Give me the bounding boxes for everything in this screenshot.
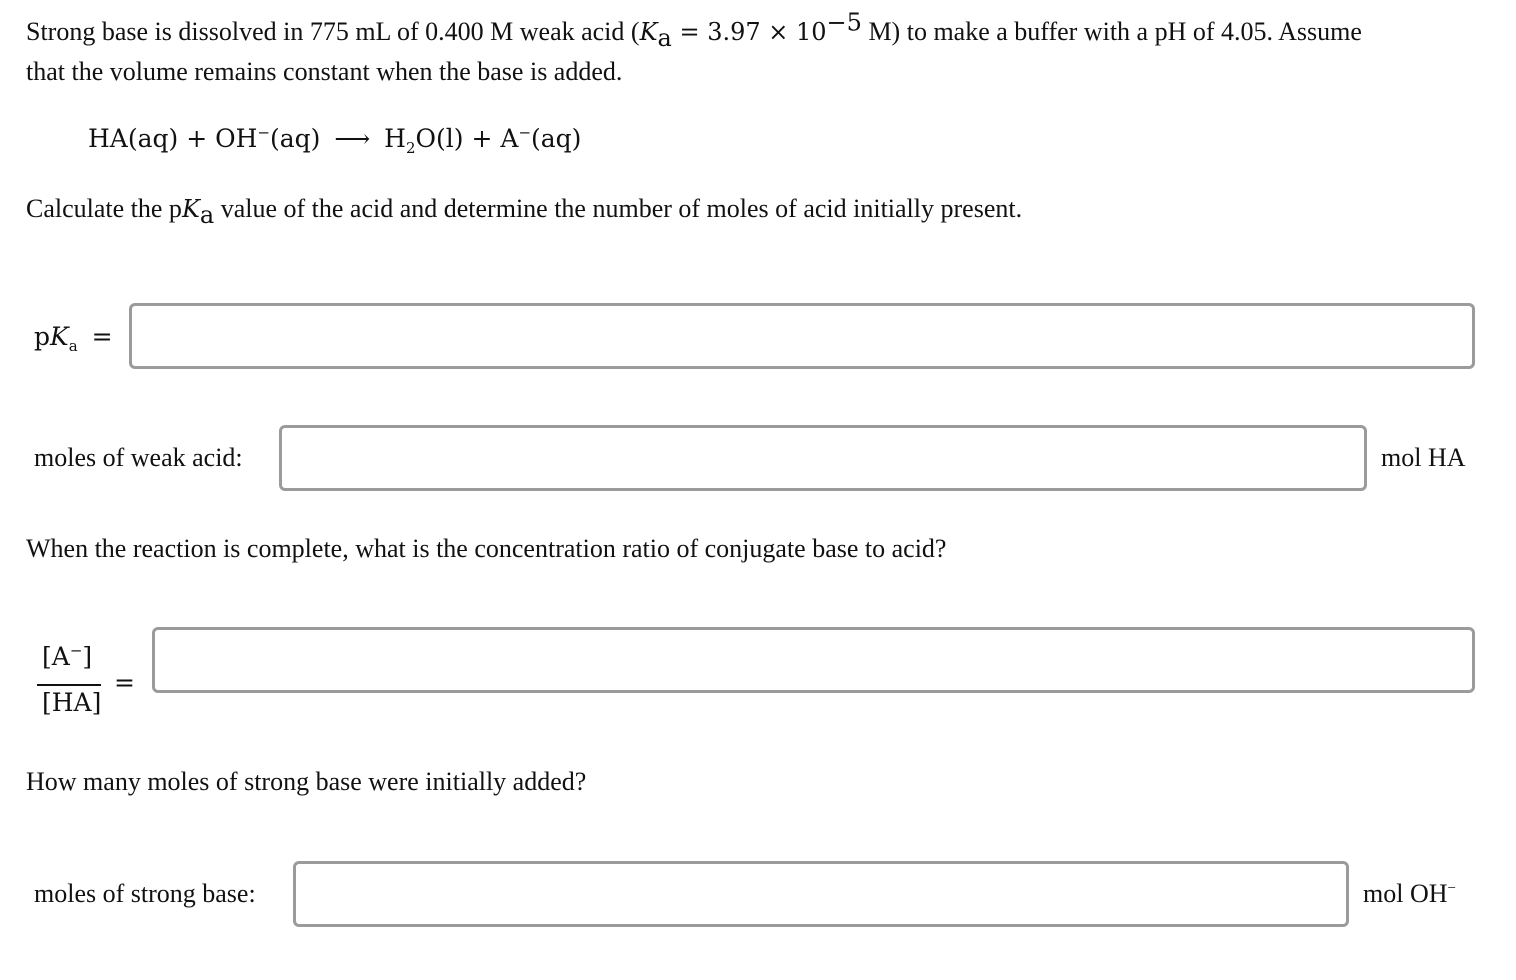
ratio-fraction-bar	[37, 684, 101, 686]
ratio-equals: =	[114, 668, 135, 697]
problem-line-1	[26, 8, 1362, 53]
question-2-prompt: When the reaction is complete, what is the concentration ratio of conjugate base to acid?	[26, 534, 947, 563]
problem-text-c: M) to make a buffer with a pH of 4.05. Assume	[861, 17, 1362, 46]
reaction-arrow: ⟶	[334, 124, 371, 153]
problem-line-2: that the volume remains constant when the base is added.	[26, 57, 623, 86]
q1-k-symbol: K	[181, 195, 200, 223]
moles-weak-acid-unit: mol HA	[1381, 443, 1466, 472]
moles-strong-base-unit	[1363, 879, 1456, 909]
ratio-denominator: [HA]	[42, 688, 102, 717]
moles-strong-base-label: moles of strong base:	[34, 879, 256, 908]
ka-value: = 3.97 × 10	[671, 18, 827, 46]
moles-strong-base-unit-text: mol OH	[1363, 879, 1448, 908]
q1-prompt-a: Calculate the p	[26, 194, 182, 223]
hydroxide-charge: −	[257, 123, 270, 142]
reaction-product-aq: (aq)	[531, 124, 582, 153]
ratio-input[interactable]	[152, 627, 1475, 693]
water-subscript: 2	[405, 139, 416, 157]
pka-label	[34, 322, 113, 355]
moles-weak-acid-input[interactable]	[279, 425, 1367, 491]
pka-equals: =	[91, 322, 113, 351]
problem-text-a: Strong base is dissolved in 775 mL of 0.400 M weak acid (	[26, 17, 640, 46]
ratio-numerator-charge: −	[69, 641, 83, 660]
ka-symbol: K	[639, 18, 658, 46]
moles-weak-acid-label: moles of weak acid:	[34, 443, 243, 472]
reaction-equation	[88, 123, 582, 157]
pka-subscript: a	[68, 337, 78, 355]
question-3-prompt: How many moles of strong base were initially added?	[26, 767, 587, 796]
q1-k-subscript: a	[199, 201, 215, 230]
reaction-water-h: H	[384, 124, 406, 153]
pka-p: p	[34, 322, 51, 351]
ratio-numerator	[42, 642, 92, 671]
conjugate-base-charge: −	[518, 123, 532, 142]
ratio-numerator-close: ]	[82, 642, 93, 671]
ka-exponent: −5	[826, 8, 862, 37]
ka-subscript: a	[657, 24, 672, 53]
reaction-products: O(l) + A	[415, 124, 519, 153]
ratio-numerator-a: [A	[42, 642, 70, 671]
q1-prompt-b: value of the acid and determine the number of moles of acid initially present.	[214, 194, 1023, 223]
pka-input[interactable]	[129, 303, 1475, 369]
question-1-prompt	[26, 189, 1022, 229]
pka-k: K	[50, 322, 69, 351]
reaction-reactant-aq: (aq)	[270, 124, 321, 153]
reaction-reactant: HA(aq) + OH	[88, 124, 258, 153]
moles-strong-base-unit-charge: −	[1447, 880, 1456, 897]
moles-strong-base-input[interactable]	[293, 861, 1349, 927]
